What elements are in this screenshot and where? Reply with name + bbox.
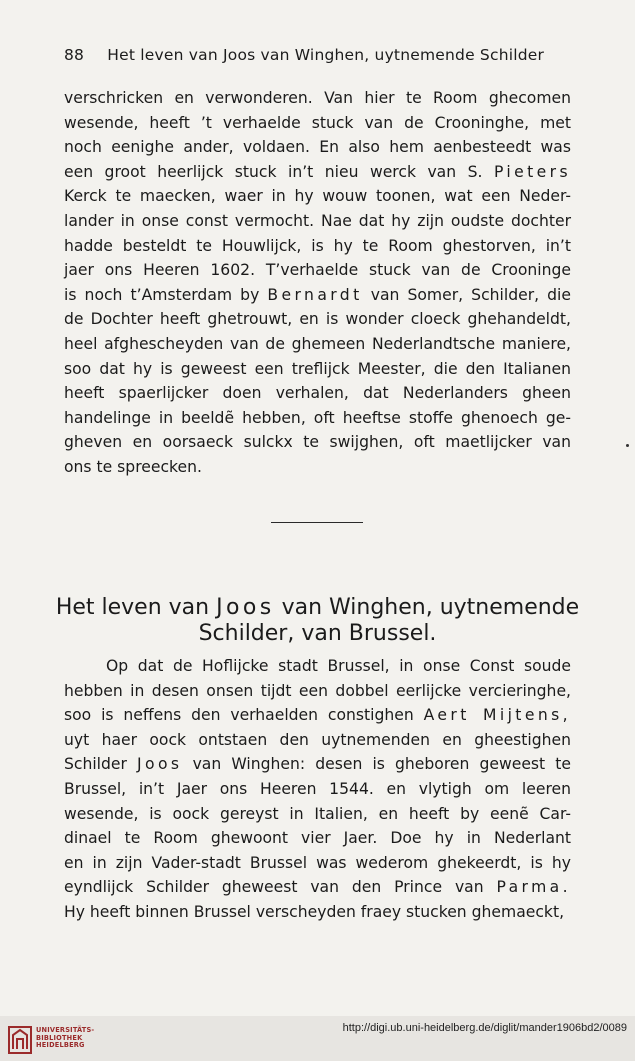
text-line: [64, 826, 571, 851]
text-segment: hadde besteldt te Houwlijck, is hy te Room ghestorven, in’t: [64, 236, 571, 255]
source-url-link[interactable]: http://digi.ub.uni-heidelberg.de/diglit/mander1906bd2/0089: [342, 1022, 627, 1034]
text-segment: Brussel, in’t Jaer ons Heeren 1544. en vlytigh om leeren: [64, 779, 571, 798]
text-segment: van Winghen: desen is gheboren geweest te: [182, 755, 571, 774]
page-header: [64, 46, 564, 64]
text-line: [64, 752, 571, 777]
text-line: [64, 111, 571, 136]
text-segment: Hy heeft binnen Brussel verscheyden fraey stucken ghemaeckt,: [64, 902, 565, 921]
running-title: Het leven van Joos van Winghen, uytnemende Schilder: [107, 46, 545, 64]
text-segment: de Dochter heeft ghetrouwt, en is wonder cloeck ghehandeldt,: [64, 310, 571, 329]
text-line: [64, 406, 571, 431]
text-line: [64, 703, 571, 728]
page-number: 88: [64, 46, 85, 64]
text-line: [64, 381, 571, 406]
text-line: [64, 258, 571, 283]
text-segment: wesende, is oock gereyst in Italien, en heeft by eenẽ Car-: [64, 804, 571, 823]
text-line: [64, 357, 571, 382]
text-segment: wesende, heeft ’t verhaelde stuck van de Crooninghe, met: [64, 113, 571, 132]
text-line: [64, 728, 571, 753]
print-speck: [626, 444, 629, 447]
text-line: [64, 283, 571, 308]
heidelberg-library-logo-icon: [8, 1025, 32, 1055]
text-line: [64, 234, 571, 259]
text-segment: ons te spreecken.: [64, 457, 202, 476]
text-segment: handelinge in beeldẽ hebben, oft heeftse stoffe ghenoech ge-: [64, 408, 571, 427]
spaced-name: Pieters: [493, 162, 571, 181]
text-line: [64, 135, 571, 160]
text-line: [64, 654, 571, 679]
text-line: [64, 777, 571, 802]
library-name: UNIVERSITÄTS- BIBLIOTHEK HEIDELBERG: [36, 1026, 95, 1050]
paragraph-2: [64, 654, 571, 925]
spaced-name: Joos: [137, 755, 183, 774]
spaced-name: Parma.: [496, 878, 571, 897]
section-divider: [271, 522, 363, 523]
text-segment: hebben in desen onsen tijdt een dobbel eerlijcke vercieringhe,: [64, 681, 571, 700]
chapter-title-line-2: Schilder, van Brussel.: [198, 621, 437, 646]
text-line: [64, 307, 571, 332]
text-segment: eyndlijck Schilder gheweest van den Prince van: [64, 878, 497, 897]
text-segment: Op dat de Hoflijcke stadt Brussel, in onse Const soude: [106, 657, 571, 675]
text-line: [64, 851, 571, 876]
spaced-name: Aert Mijtens,: [423, 706, 571, 725]
text-segment: dinael te Room ghewoont vier Jaer. Doe hy in Nederlant: [64, 829, 571, 848]
text-segment: soo is neffens den verhaelden constighen: [64, 706, 424, 725]
text-line: [64, 430, 571, 455]
text-line: [64, 875, 571, 900]
text-line: [64, 209, 571, 234]
text-line: [64, 679, 571, 704]
text-line: [64, 455, 571, 480]
text-segment: Kerck te maecken, waer in hy wouw toonen, wat een Neder-: [64, 187, 571, 206]
text-line: [64, 332, 571, 357]
text-segment: en in zijn Vader-stadt Brussel was wederom ghekeerdt, is hy: [64, 853, 571, 872]
text-segment: uyt haer oock ontstaen den uytnemenden en gheestighen: [64, 730, 571, 749]
text-segment: soo dat hy is geweest een treflijck Meester, die den Italianen: [64, 359, 571, 378]
text-segment: is noch t’Amsterdam by: [64, 285, 268, 304]
text-segment: lander in onse const vermocht. Nae dat hy zijn oudste dochter: [64, 211, 571, 230]
text-segment: jaer ons Heeren 1602. T’verhaelde stuck van de Crooninge: [64, 261, 571, 280]
text-line: [64, 802, 571, 827]
text-line: [64, 900, 571, 925]
paragraph-1: [64, 86, 571, 480]
text-segment: heeft spaerlijcker doen verhalen, dat Nederlanders gheen: [64, 384, 571, 403]
text-segment: van Somer, Schilder, die: [362, 285, 571, 304]
text-segment: een groot heerlijck stuck in’t nieu werck van S.: [64, 162, 494, 181]
text-segment: verschricken en verwonderen. Van hier te Room ghecomen: [64, 89, 571, 107]
spaced-name: Bernardt: [267, 285, 363, 304]
text-line: [64, 160, 571, 185]
text-segment: noch eenighe ander, voldaen. En also hem aenbesteedt was: [64, 138, 571, 157]
text-line: [64, 86, 571, 111]
text-segment: Schilder: [64, 755, 138, 774]
text-segment: heel afghescheyden van de ghemeen Nederlandtsche maniere,: [64, 334, 571, 353]
text-line: [64, 184, 571, 209]
chapter-title-line-1: Het leven van Joos van Winghen, uytnemende: [55, 595, 580, 620]
text-segment: gheven en oorsaeck sulckx te swijghen, oft maetlijcker van: [64, 433, 571, 452]
